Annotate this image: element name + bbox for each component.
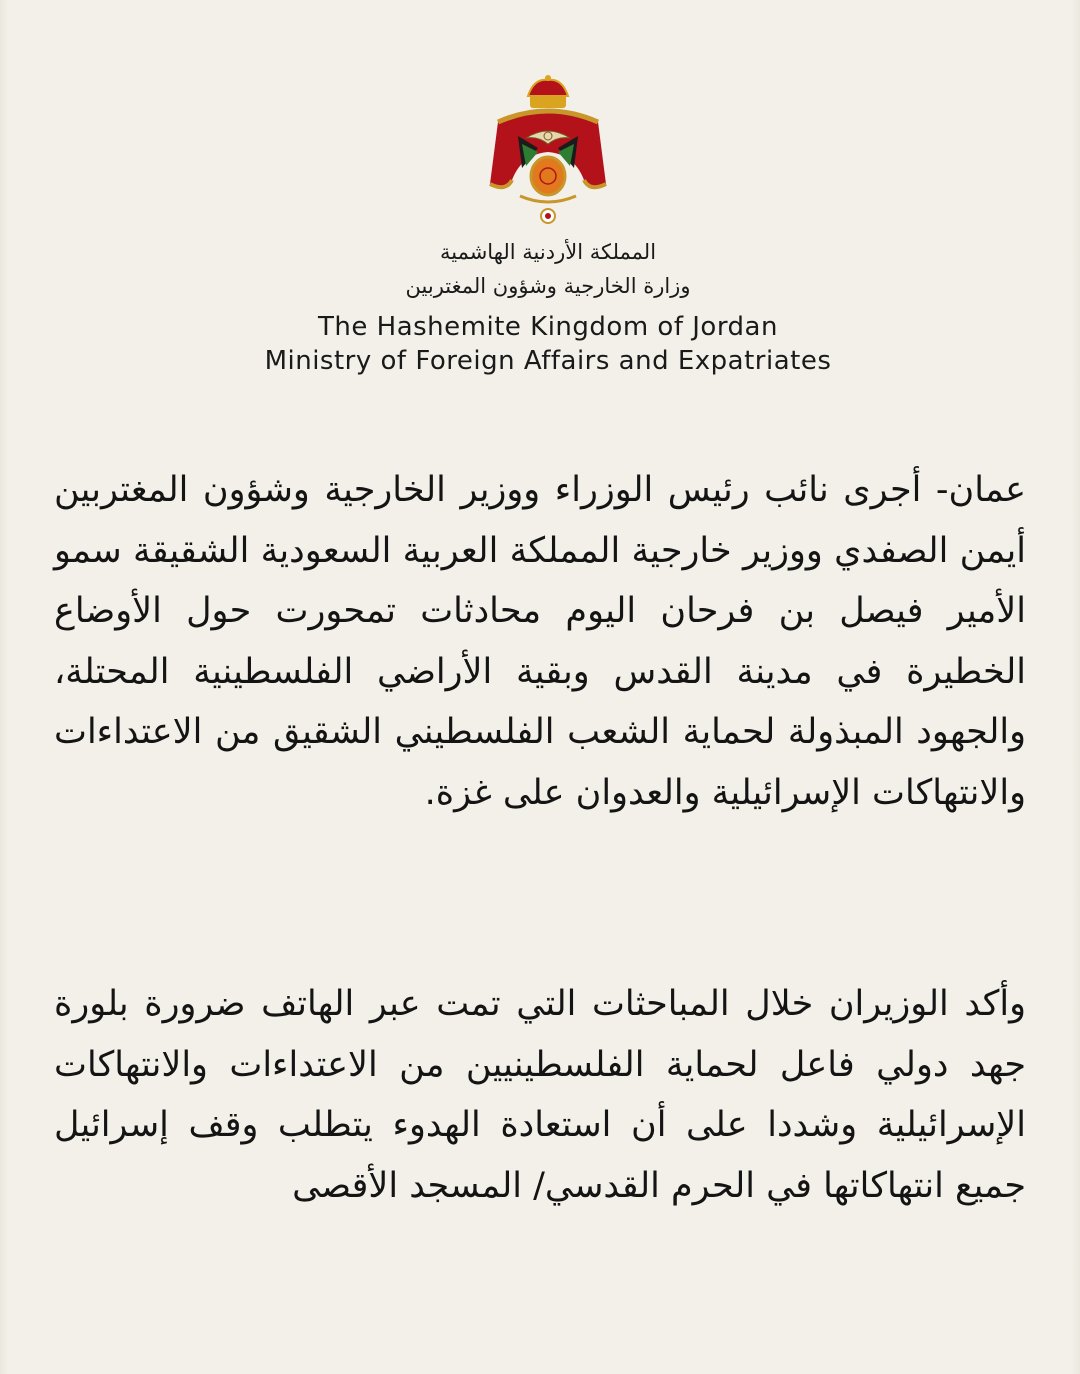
jordan-coat-of-arms-icon	[478, 72, 618, 232]
kingdom-name-arabic: المملكة الأردنية الهاشمية	[439, 240, 657, 264]
kingdom-name-english: The Hashemite Kingdom of Jordan	[318, 312, 778, 342]
ministry-name-arabic: وزارة الخارجية وشؤون المغتربين	[405, 274, 691, 298]
body-paragraph-2: وأكد الوزيران خلال المباحثات التي تمت عبر الهاتف ضرورة بلورة جهد دولي فاعل لحماية الفلسطينيين من الاعتداءات والانتهاكات الإسرائيلية وشددا على أن استعادة الهدوء يتطلب وقف إسرائيل جميع انتهاكاتها في الحرم القدسي/ المسجد الأقصى	[54, 984, 1026, 1206]
body-paragraph-1: عمان- أجرى نائب رئيس الوزراء ووزير الخارجية وشؤون المغتربين أيمن الصفدي ووزير خارجية المملكة العربية السعودية الشقيقة سمو الأمير فيصل بن فرحان اليوم محادثات تمحورت حول الأوضاع الخطيرة في مدينة القدس وبقية الأراضي الفلسطينية المحتلة، والجهود المبذولة لحماية الشعب الفلسطيني الشقيق من الاعتداءات والانتهاكات الإسرائيلية والعدوان على غزة.	[54, 470, 1026, 813]
ministry-name-english: Ministry of Foreign Affairs and Expatriates	[264, 346, 832, 376]
